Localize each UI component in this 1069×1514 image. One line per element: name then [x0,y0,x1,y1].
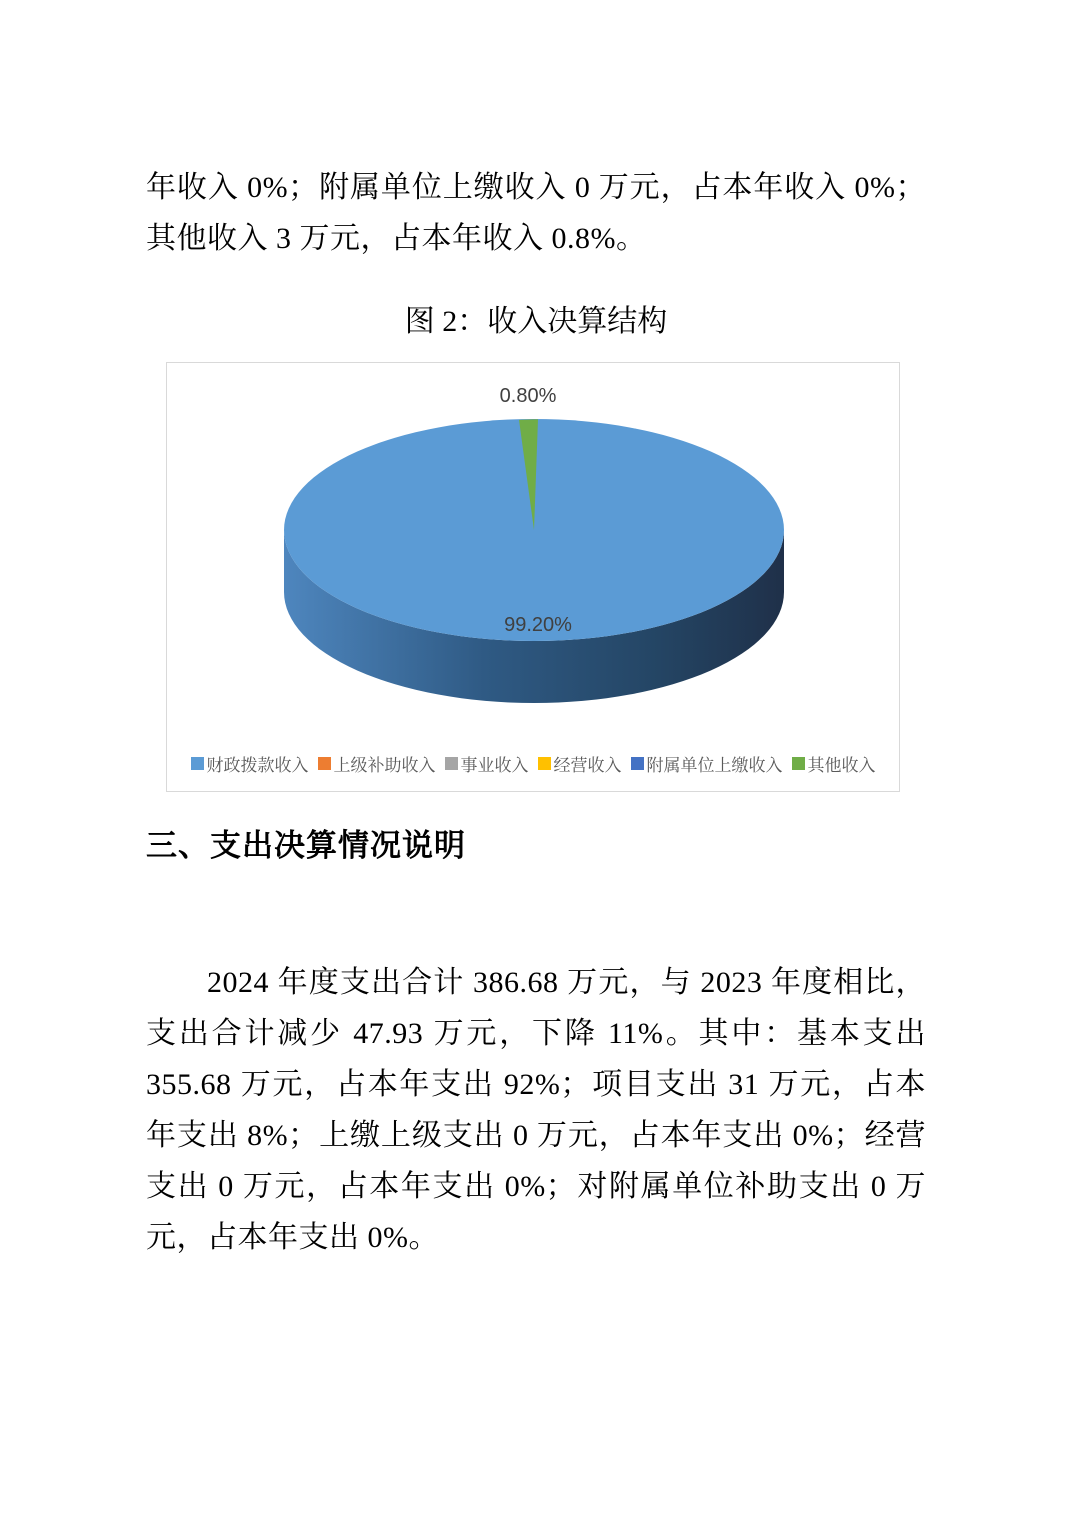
data-label-fiscal-income: 99.20% [504,614,572,636]
legend-swatch-icon [318,757,331,770]
legend-item [445,751,529,776]
data-label-other-income: 0.80% [499,385,557,407]
legend-swatch-icon [445,757,458,770]
chart-legend [167,751,899,776]
legend-item [191,751,309,776]
legend-label: 财政拨款收入 [206,756,309,775]
legend-label: 事业收入 [460,756,529,775]
legend-label: 其他收入 [807,756,876,775]
paragraph-expense: 2024 年度支出合计 386.68 万元，与 2023 年度相比，支出合计减少 47.93 万元，下降 11%。其中：基本支出 355.68 万元，占本年支出 92%；项目支出 31 万元，占本年支出 8%；上缴上级支出 0 万元，占本年支出 0%；经营支出 0 万元，占本年支出 0%；对附属单位补助支出 0 万元，占本年支出 0%。 [146,966,926,1254]
pie-3d-svg [167,363,899,791]
legend-item [631,751,783,776]
paragraph-income-continued: 年收入 0%；附属单位上缴收入 0 万元，占本年收入 0%；其他收入 3 万元，占本年收入 0.8%。 [146,171,926,255]
legend-item [318,751,436,776]
legend-swatch-icon [538,757,551,770]
legend-swatch-icon [631,757,644,770]
legend-swatch-icon [191,757,204,770]
section-heading-expense: 三、支出决算情况说明 [146,828,466,863]
legend-swatch-icon [792,757,805,770]
legend-label: 上级补助收入 [333,756,436,775]
legend-item [792,751,876,776]
income-pie-chart [166,362,900,792]
figure-caption: 图 2：收入决算结构 [404,305,668,338]
legend-label: 附属单位上缴收入 [646,756,783,775]
legend-item [538,751,622,776]
legend-label: 经营收入 [553,756,622,775]
